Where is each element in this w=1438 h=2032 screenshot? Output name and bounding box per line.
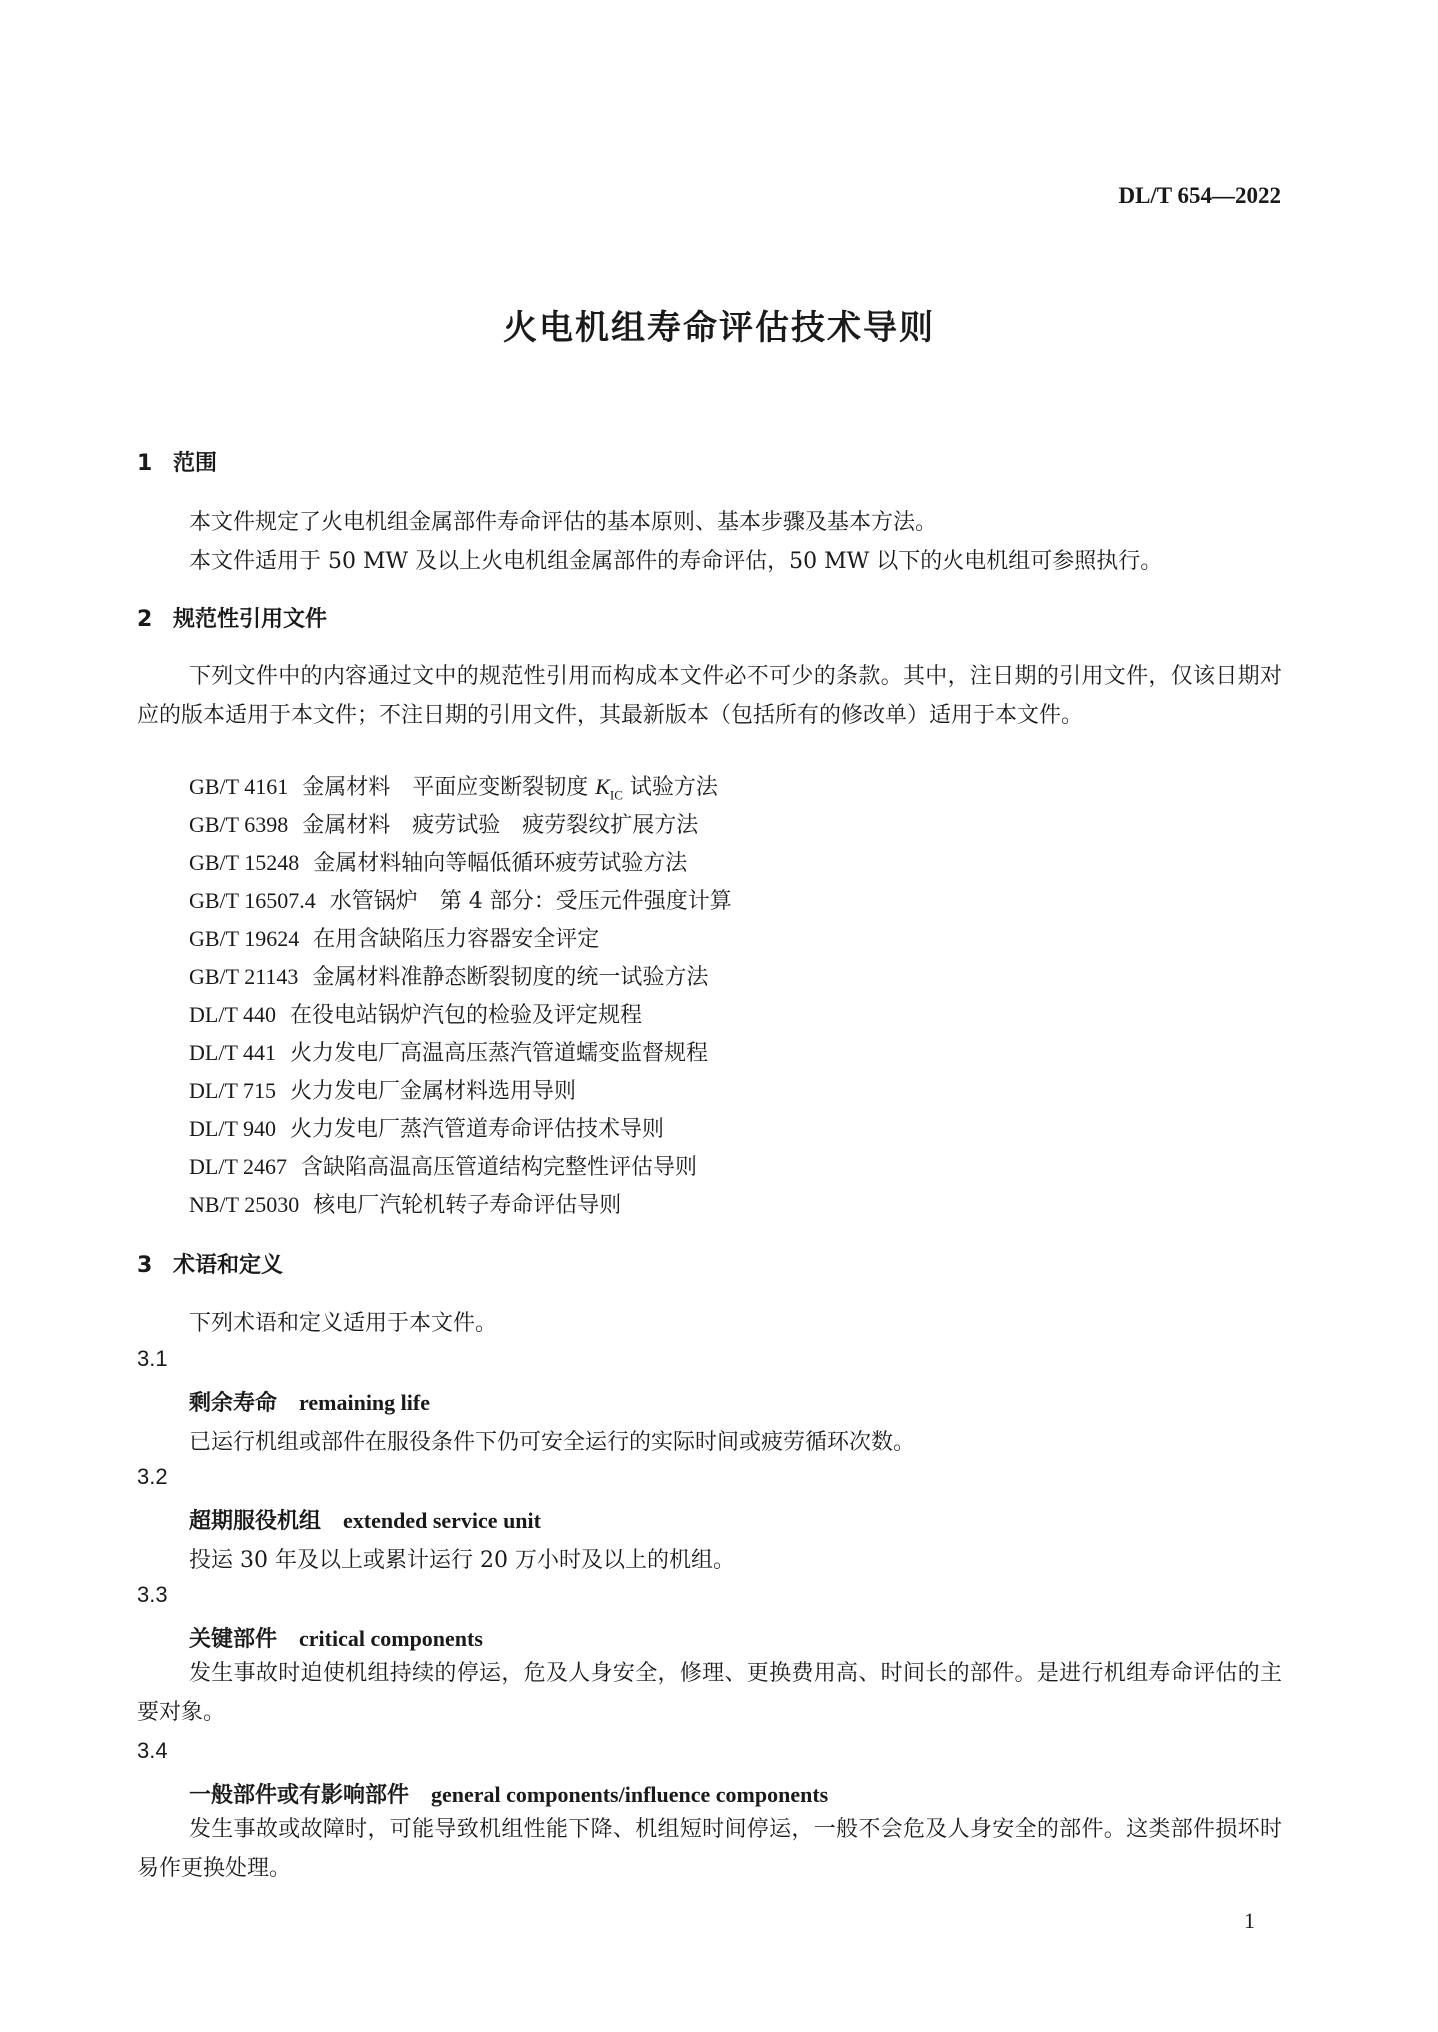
term-heading: 剩余寿命 remaining life	[189, 1390, 430, 1416]
term-definition: 已运行机组或部件在服役条件下仍可安全运行的实际时间或疲劳循环次数。	[189, 1430, 916, 1455]
standard-code: DL/T 654—2022	[1118, 183, 1281, 208]
section-2-heading	[137, 602, 327, 633]
reference-item	[189, 770, 718, 803]
document-title: 火电机组寿命评估技术导则	[503, 308, 935, 348]
term-definition: 发生事故时迫使机组持续的停运，危及人身安全，修理、更换费用高、时间长的部件。是进行机组寿命评估的主要对象。	[137, 1661, 1282, 1725]
term-number: 3.4	[137, 1738, 168, 1763]
term-number: 3.2	[137, 1464, 168, 1489]
scope-line-2: 本文件适用于 50 MW 及以上火电机组金属部件的寿命评估，50 MW 以下的火电机组可参照执行。	[189, 549, 1163, 574]
page-number: 1	[1244, 1908, 1255, 1933]
section-title: 规范性引用文件	[173, 607, 328, 632]
reference-item: DL/T 715 火力发电厂金属材料选用导则	[189, 1078, 576, 1104]
reference-item: DL/T 441 火力发电厂高温高压蒸汽管道蠕变监督规程	[189, 1040, 708, 1066]
reference-code: GB/T 4161	[189, 774, 289, 799]
terms-intro: 下列术语和定义适用于本文件。	[189, 1311, 498, 1336]
reference-item: GB/T 21143 金属材料准静态断裂韧度的统一试验方法	[189, 964, 709, 990]
references-intro: 下列文件中的内容通过文中的规范性引用而构成本文件必不可少的条款。其中，注日期的引用文件，仅该日期对应的版本适用于本文件；不注日期的引用文件，其最新版本（包括所有的修改单）适用于本文件。	[137, 664, 1282, 728]
kic-symbol: $K_{IC}$	[595, 774, 623, 803]
term-definition: 投运 30 年及以上或累计运行 20 万小时及以上的机组。	[189, 1548, 735, 1573]
reference-item: DL/T 2467 含缺陷高温高压管道结构完整性评估导则	[189, 1154, 697, 1180]
reference-title-part: 试验方法	[629, 775, 718, 800]
reference-item: DL/T 940 火力发电厂蒸汽管道寿命评估技术导则	[189, 1116, 664, 1142]
section-title: 范围	[173, 451, 218, 476]
scope-line-1: 本文件规定了火电机组金属部件寿命评估的基本原则、基本步骤及基本方法。	[189, 510, 938, 535]
reference-title-part: 金属材料 平面应变断裂韧度	[302, 775, 589, 800]
term-heading: 一般部件或有影响部件 general components/influence components	[189, 1782, 829, 1808]
term-definition: 发生事故或故障时，可能导致机组性能下降、机组短时间停运，一般不会危及人身安全的部件。这类部件损坏时易作更换处理。	[137, 1817, 1282, 1881]
section-1-heading	[137, 446, 217, 477]
term-number: 3.3	[137, 1582, 168, 1607]
reference-item: DL/T 440 在役电站锅炉汽包的检验及评定规程	[189, 1002, 642, 1028]
reference-item: GB/T 19624 在用含缺陷压力容器安全评定	[189, 926, 600, 952]
section-number: 3	[137, 1253, 153, 1278]
term-heading: 关键部件 critical components	[189, 1626, 483, 1652]
term-number: 3.1	[137, 1346, 168, 1371]
term-heading: 超期服役机组 extended service unit	[189, 1508, 541, 1534]
section-3-heading	[137, 1248, 283, 1279]
section-number: 1	[137, 451, 153, 476]
reference-item: GB/T 15248 金属材料轴向等幅低循环疲劳试验方法	[189, 850, 688, 876]
section-title: 术语和定义	[173, 1253, 284, 1278]
reference-item: NB/T 25030 核电厂汽轮机转子寿命评估导则	[189, 1192, 622, 1218]
section-number: 2	[137, 607, 153, 632]
reference-item: GB/T 16507.4 水管锅炉 第 4 部分：受压元件强度计算	[189, 888, 732, 914]
reference-item: GB/T 6398 金属材料 疲劳试验 疲劳裂纹扩展方法	[189, 812, 699, 838]
